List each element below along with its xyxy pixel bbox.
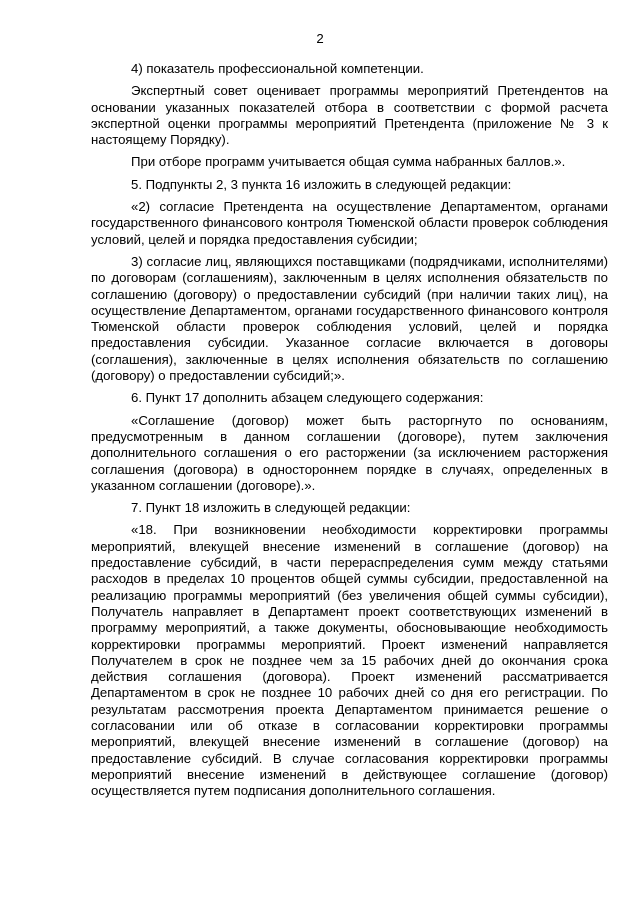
paragraph: 5. Подпункты 2, 3 пункта 16 изложить в следующей редакции: xyxy=(131,176,512,192)
document-body xyxy=(91,61,608,805)
paragraph: При отборе программ учитывается общая сумма набранных баллов.». xyxy=(131,154,566,170)
paragraph: 3) согласие лиц, являющихся поставщиками (подрядчиками, исполнителями) по договорам (соглашениям), заключенным в целях исполнения обязательств по соглашению (договору) о предоставлении субсидий (при наличии таких лиц), на осуществление Департаментом, органами государственного финансового контроля Тюменской области проверок соблюдения условий, целей и порядка предоставления субсидии. Указанное согласие включается в договоры (соглашения), заключенные в целях исполнения обязательств по соглашению (договору) о предоставлении субсидий;». xyxy=(91,253,608,384)
paragraph: «Соглашение (договор) может быть расторгнуто по основаниям, предусмотренным в данном соглашении (договоре), путем заключения дополнительного соглашения о его расторжении (за исключением расторжения соглашения (договора) в одностороннем порядке в случаях, определенных в указанном соглашении (договоре).». xyxy=(91,412,608,493)
paragraph: 6. Пункт 17 дополнить абзацем следующего содержания: xyxy=(131,390,484,406)
page-number: 2 xyxy=(316,31,324,46)
paragraph: «18. При возникновении необходимости корректировки программы мероприятий, влекущей внесение изменений в соглашение (договор) на предоставление субсидий, в части перераспределения сумм между статьями расходов в пределах 10 процентов общей суммы субсидии, предоставленной на реализацию программы мероприятий (без увеличения общей суммы субсидии), Получатель направляет в Департамент проект соответствующих изменений в программу мероприятий, а также документы, обосновывающие необходимость корректировки программы мероприятий. Проект изменений направляется Получателем в срок не позднее чем за 15 рабочих дней до окончания срока действия соглашения (договора). Проект изменений рассматривается Департаментом в срок не позднее 10 рабочих дней со дня его регистрации. По результатам рассмотрения проекта Департаментом принимается решение о согласовании или об отказе в согласовании корректировки программы мероприятий, влекущей внесение изменений в соглашение (договор) на предоставление субсидий. В случае согласования корректировки программы мероприятий внесение изменений в действующее соглашение (договор) осуществляется путем подписания дополнительного соглашения. xyxy=(91,522,608,799)
paragraph: «2) согласие Претендента на осуществление Департаментом, органами государственного финансового контроля Тюменской области проверок соблюдения условий, целей и порядка предоставления субсидии; xyxy=(91,199,608,247)
paragraph: 7. Пункт 18 изложить в следующей редакции: xyxy=(131,500,411,516)
paragraph: 4) показатель профессиональной компетенции. xyxy=(131,61,424,76)
paragraph: Экспертный совет оценивает программы мероприятий Претендентов на основании указанных показателей отбора в соответствии с формой расчета экспертной оценки программы мероприятий Претендента (приложение № 3 к настоящему Порядку). xyxy=(91,83,608,148)
